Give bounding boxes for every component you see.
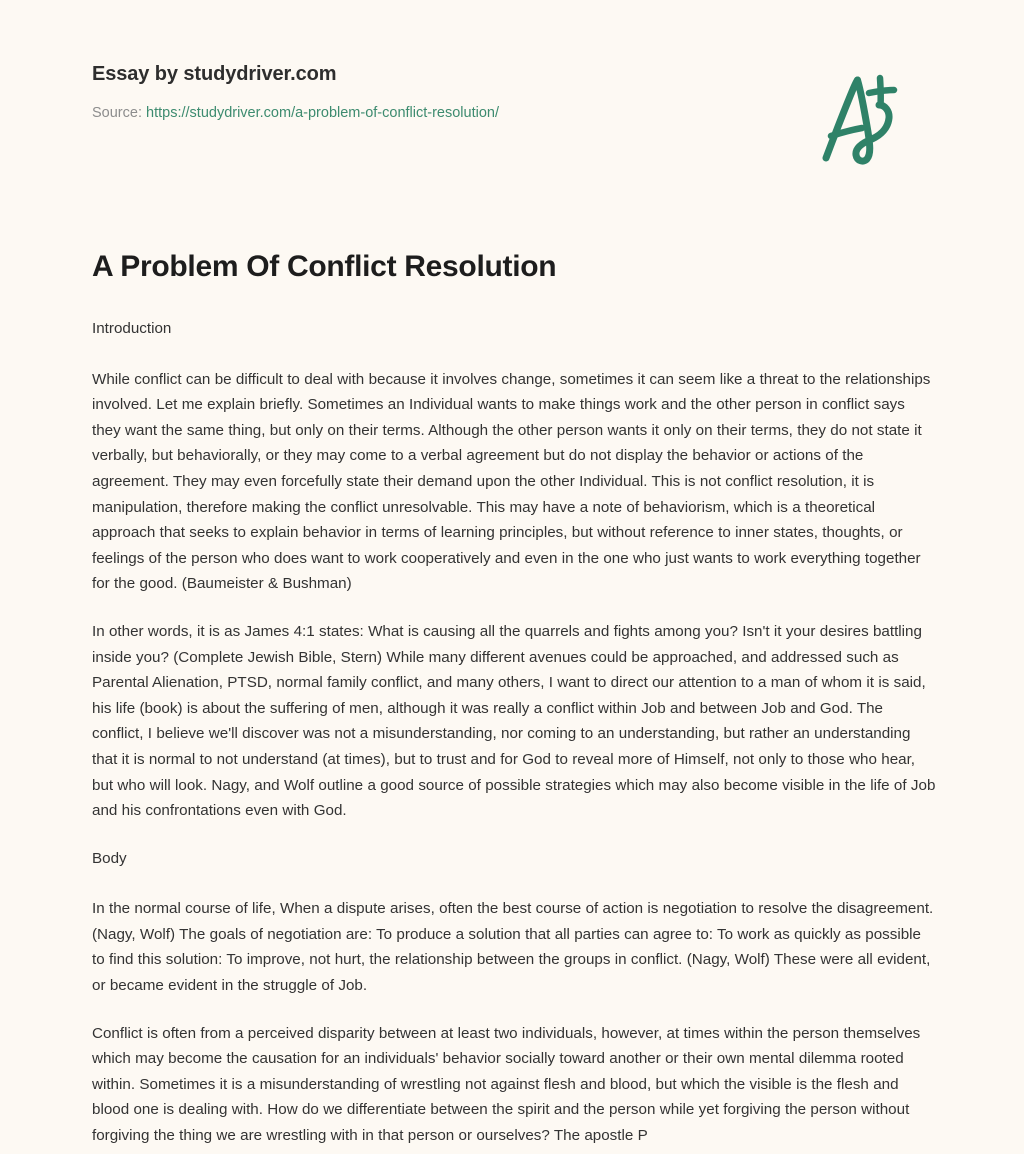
paragraph-4: Conflict is often from a perceived disparity between at least two individuals, however, at times within the person themselves which may become the causation for an individuals' behavior socially toward another or their own mental dilemma rooted within. Sometimes it is a misunderstanding of wrestling not against flesh and blood, but which the visible is the flesh and blood one is dealing with. How do we differentiate between the spirit and the person while yet forgiving the person without forgiving the thing we are wrestling with in that person or ourselves? The apostle P (92, 1024, 921, 1145)
page-title: A Problem Of Conflict Resolution (92, 250, 557, 283)
source-line (92, 86, 932, 123)
a-plus-logo-icon (818, 70, 904, 166)
paragraph-2: In other words, it is as James 4:1 states: What is causing all the quarrels and fights among you? Isn't it your desires battling inside you? (Complete Jewish Bible, Stern) While many different avenues could be approached, and addressed such as Parental Alienation, PTSD, normal family conflict, and many others, I want to direct our attention to a man of whom it is said, his life (book) is about the suffering of men, although it was really a conflict within Job and between Job and God. The conflict, I believe we'll discover was not a misunderstanding, nor coming to an understanding, but rather an understanding that it is normal to not understand (at times), but to trust and for God to reveal more of Himself, not only to those who hear, but who will look. Nagy, and Wolf outline a good source of possible strategies which may also become visible in the life of Job and his confrontations even with God. (92, 622, 936, 820)
page-header (92, 62, 932, 123)
section-heading-introduction: Introduction (92, 320, 172, 337)
source-label: Source: (92, 105, 142, 121)
article-body (92, 316, 937, 1149)
section-heading-body: Body (92, 849, 127, 867)
paragraph-1: While conflict can be difficult to deal with because it involves change, sometimes it can seem like a threat to the relationships involved. Let me explain briefly. Sometimes an Individual wants to make things work and the other person in conflict says they want the same thing, but only on their terms. Although the other person wants it only on their terms, they do not state it verbally, but behaviorally, or they may come to a verbal agreement but do not display the behavior or actions of the agreement. They may even forcefully state their demand upon the other Individual. This is not conflict resolution, it is manipulation, therefore making the conflict unresolvable. This may have a note of behaviorism, which is a theoretical approach that seeks to explain behavior in terms of learning principles, but without reference to inner states, thoughts, or feelings of the person who does want to work cooperatively and even in the one who just wants to work everything together for the good. (Baumeister & Bushman) (92, 370, 931, 593)
brand-byline: Essay by studydriver.com (92, 63, 337, 85)
paragraph-3: In the normal course of life, When a dispute arises, often the best course of action is negotiation to resolve the disagreement. (Nagy, Wolf) The goals of negotiation are: To produce a solution that all parties can agree to: To work as quickly as possible to find this solution: To improve, not hurt, the relationship between the groups in conflict. (Nagy, Wolf) These were all evident, or became evident in the struggle of Job. (92, 900, 934, 995)
studydriver-logo[interactable] (818, 70, 904, 166)
source-url-link[interactable]: https://studydriver.com/a-problem-of-conflict-resolution/ (146, 105, 499, 121)
